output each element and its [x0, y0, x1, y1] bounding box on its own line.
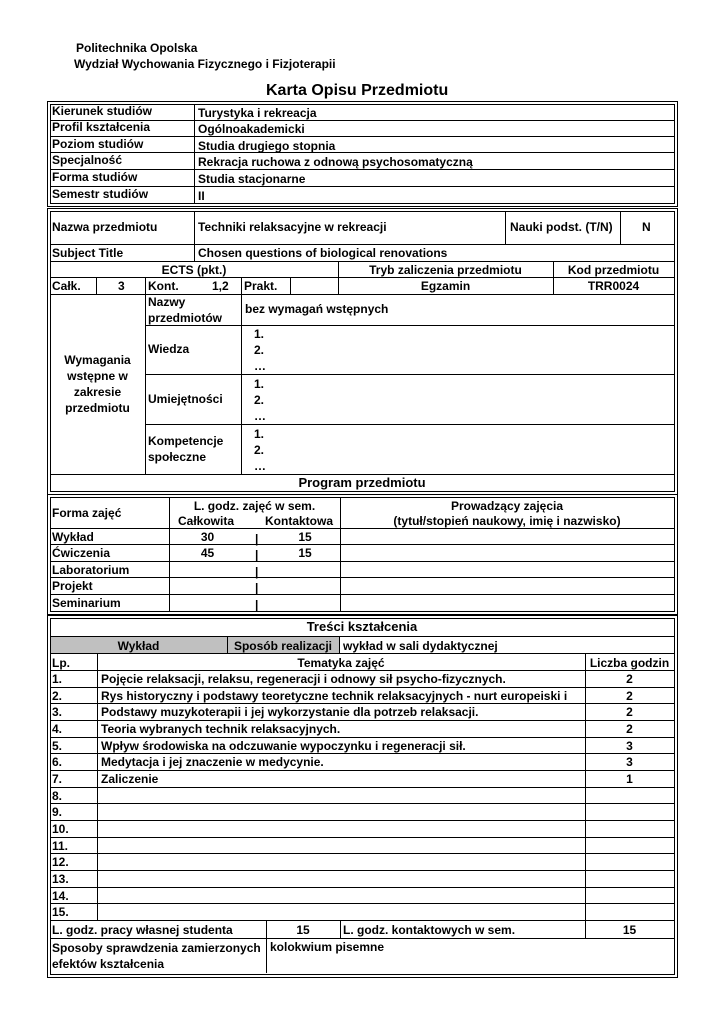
topic-hours: 3 [626, 755, 633, 769]
class-form-name: Projekt [52, 579, 93, 593]
topic-row-divider [50, 803, 674, 804]
class-form-name: Ćwiczenia [52, 546, 111, 560]
subject-name-label: Nazwa przedmiotu [52, 220, 158, 234]
study-info-label: Specjalność [52, 153, 123, 167]
topic-number: 10. [52, 822, 69, 836]
topic-text: Rys historyczny i podstawy teoretyczne technik relaksacyjnych - nurt europeiski i [101, 689, 568, 703]
topic-header: Tematyka zajęć [297, 656, 385, 670]
ects-contact-value: 1,2 [212, 279, 229, 293]
topic-text: Teoria wybranych technik relaksacyjnych. [101, 722, 341, 736]
study-info-label: Profil kształcenia [52, 120, 151, 134]
topic-row-divider [50, 853, 674, 854]
study-info-label: Semestr studiów [52, 187, 149, 201]
semester-hours-label: L. godz. zajęć w sem. [193, 499, 316, 513]
topic-number: 2. [52, 689, 63, 703]
hours-header: Liczba godzin [589, 656, 670, 670]
topic-number: 6. [52, 755, 63, 769]
teacher-label: Prowadzący zajęcia [450, 499, 564, 513]
topic-number: 11. [52, 839, 69, 853]
exam-mode-value: Egzamin [420, 279, 471, 293]
own-work-label: L. godz. pracy własnej studenta [52, 923, 233, 937]
topic-hours: 1 [626, 772, 633, 786]
faculty-name: Wydział Wychowania Fizycznego i Fizjoterapii [74, 57, 336, 71]
program-title: Program przedmiotu [298, 475, 426, 490]
ects-contact-label: Kont. [148, 279, 179, 293]
contact-hours-label: Kontaktowa [265, 514, 334, 528]
topic-row-divider [50, 887, 674, 888]
topic-row-divider [50, 787, 674, 788]
study-info-label: Forma studiów [52, 170, 138, 184]
subject-title-value: Chosen questions of biological renovations [198, 246, 448, 260]
own-work-value: 15 [296, 923, 310, 937]
topic-row-divider [50, 720, 674, 721]
verification-value: kolokwium pisemne [270, 940, 385, 954]
lp-header: Lp. [52, 656, 70, 670]
basic-sciences-value: N [642, 220, 651, 234]
topic-text: Wpływ środowiska na odczuwanie wypoczynku i regeneracji sił. [101, 739, 466, 753]
study-info-value: II [198, 189, 205, 203]
study-info-value: Turystyka i rekreacja [198, 106, 317, 120]
topic-text: Zaliczenie [101, 772, 159, 786]
topic-row-divider [50, 737, 674, 738]
topic-hours: 2 [626, 689, 633, 703]
contact-total-label: L. godz. kontaktowych w sem. [343, 923, 516, 937]
class-total-hours: 30 [200, 530, 215, 544]
teacher-sublabel: (tytuł/stopień naukowy, imię i nazwisko) [393, 514, 621, 528]
course-code-label: Kod przedmiotu [567, 263, 660, 277]
ects-total-value: 3 [118, 279, 125, 293]
study-info-value: Ogólnoakademicki [198, 122, 305, 136]
topic-hours: 2 [626, 705, 633, 719]
class-hours-separator: | [255, 598, 259, 612]
topic-number: 9. [52, 805, 63, 819]
topic-number: 12. [52, 855, 69, 869]
topic-number: 5. [52, 739, 63, 753]
knowledge-enum: 1. 2. … [254, 327, 266, 373]
method-value: wykład w sali dydaktycznej [343, 639, 498, 653]
topic-number: 14. [52, 889, 69, 903]
skills-enum: 1. 2. … [254, 377, 266, 423]
topic-row-divider [50, 753, 674, 754]
class-contact-hours: 15 [298, 546, 312, 560]
class-form-name: Wykład [52, 530, 94, 544]
class-hours-separator: | [255, 581, 259, 595]
exam-mode-label: Tryb zaliczenia przedmiotu [369, 263, 522, 277]
topic-row-divider [50, 703, 674, 704]
topic-number: 4. [52, 722, 63, 736]
knowledge-label: Wiedza [148, 342, 190, 356]
topic-row-divider [50, 820, 674, 821]
topic-row-divider [50, 837, 674, 838]
study-info-value: Studia stacjonarne [198, 172, 306, 186]
topic-row-divider [50, 687, 674, 688]
topic-number: 8. [52, 789, 63, 803]
study-info-label: Poziom studiów [52, 137, 144, 151]
verification-label: Sposoby sprawdzenia zamierzonych efektów kształcenia [52, 941, 261, 971]
prerequisite-courses-label: Nazwy przedmiotów [148, 295, 222, 325]
topic-number: 1. [52, 672, 63, 686]
prerequisite-courses-value: bez wymagań wstępnych [245, 302, 389, 316]
class-total-hours: 45 [200, 546, 215, 560]
study-info-label: Kierunek studiów [52, 104, 153, 118]
topic-number: 15. [52, 905, 69, 919]
basic-sciences-label: Nauki podst. (T/N) [510, 220, 613, 234]
topic-number: 13. [52, 872, 69, 886]
class-contact-hours: 15 [298, 530, 312, 544]
topic-hours: 2 [626, 672, 633, 686]
social-competences-label: Kompetencje społeczne [148, 434, 224, 464]
subject-title-label: Subject Title [52, 246, 124, 260]
study-info-value: Rekracja ruchowa z odnową psychosomatyczną [198, 155, 473, 169]
competences-enum: 1. 2. … [254, 427, 266, 473]
university-name: Politechnika Opolska [76, 41, 198, 55]
document-title: Karta Opisu Przedmiotu [266, 82, 449, 99]
class-form-label: Forma zajęć [52, 506, 122, 520]
ects-practical-label: Prakt. [244, 279, 278, 293]
topic-number: 3. [52, 705, 63, 719]
class-hours-separator: | [255, 532, 259, 546]
requirements-label: Wymagania wstępne w zakresie przedmiotu [64, 353, 131, 415]
study-info-value: Studia drugiego stopnia [198, 139, 336, 153]
topic-text: Pojęcie relaksacji, relaksu, regeneracji i odnowy sił psycho-fizycznych. [101, 672, 506, 686]
topic-hours: 3 [626, 739, 633, 753]
topic-text: Medytacja i jej znaczenie w medycynie. [101, 755, 324, 769]
topic-row-divider [50, 670, 674, 671]
class-hours-separator: | [255, 548, 259, 562]
content-title: Treści kształcenia [306, 619, 418, 634]
method-label: Sposób realizacji [233, 639, 333, 653]
topic-row-divider [50, 870, 674, 871]
ects-label: ECTS (pkt.) [161, 263, 227, 277]
total-hours-label: Całkowita [178, 514, 235, 528]
lecture-label: Wykład [117, 639, 160, 653]
ects-total-label: Całk. [52, 279, 81, 293]
contact-total-value: 15 [622, 923, 637, 937]
class-form-name: Laboratorium [52, 563, 130, 577]
class-hours-separator: | [255, 565, 259, 579]
topic-row-divider [50, 903, 674, 904]
topic-hours: 2 [626, 722, 633, 736]
topic-row-divider [50, 770, 674, 771]
course-code-value: TRR0024 [587, 279, 640, 293]
topic-number: 7. [52, 772, 63, 786]
topic-text: Podstawy muzykoterapii i jej wykorzystanie dla potrzeb relaksacji. [101, 705, 479, 719]
class-form-name: Seminarium [52, 596, 121, 610]
skills-label: Umiejętności [148, 392, 223, 406]
subject-name-value: Techniki relaksacyjne w rekreacji [198, 220, 387, 234]
